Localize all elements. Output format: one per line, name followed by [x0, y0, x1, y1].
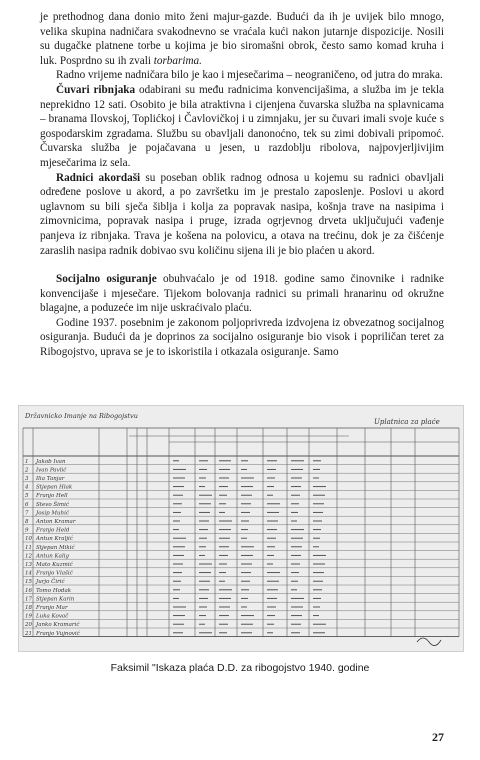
paragraph-5: Socijalno osiguranje obuhvaćalo je od 1918. godine samo činovnike i radnike konvencijaše i mjesečare. Tijekom bolovanja radnici su primali hranarinu od okružne blagajne, a poduzeće im nije uskraćivalo plaću.	[40, 273, 444, 315]
ledger-row-number: 2	[25, 467, 29, 474]
ledger-row-name: Franjo Held	[36, 527, 70, 534]
paragraph-2: Radno vrijeme nadničara bilo je kao i mjesečarima – neograničeno, od jutra do mraka.	[56, 69, 443, 82]
ledger-row-name: Ilia Tanjar	[36, 476, 65, 482]
ledger-row-number: 5	[25, 493, 29, 500]
ledger-row-name: Antun Kraljić	[36, 536, 73, 543]
ledger-row-name: Stevo Šimić	[36, 501, 69, 508]
ledger-row-number: 19	[25, 613, 32, 620]
ledger-row-number: 21	[25, 630, 32, 637]
ledger-row-name: Stjepan Karin	[36, 596, 75, 603]
ledger-row-name: Stjepan Mikić	[36, 544, 75, 551]
ledger-row-name: Luka Kovač	[36, 613, 69, 620]
ledger-row-number: 20	[25, 622, 32, 629]
term-cuvari-ribnjaka: Čuvari ribnjaka	[56, 83, 136, 96]
facsimile-payroll-image	[18, 405, 464, 652]
ledger-row-number: 18	[25, 605, 32, 611]
ledger-row-name: Franjo Vujnović	[36, 630, 80, 637]
ledger-row-number: 6	[25, 501, 29, 508]
ledger-row-number: 12	[25, 553, 32, 560]
ledger-row-number: 7	[25, 510, 29, 517]
ledger-row-name: Jakob Ivan	[36, 458, 66, 465]
ledger-row-name: Franjo Hell	[36, 493, 68, 500]
ledger-row-number: 17	[25, 596, 32, 603]
body-text	[40, 10, 444, 360]
paragraph-3: Čuvari ribnjaka odabirani su među radnicima konvencijašima, a služba im je tekla neprekidno 12 sati. Osobito je bila atraktivna i cijenjena čuvarska služba na splavnicama – branama Ilovskoj, Toplićkoj i Čavlovičkoj i u zimnjaku, jer su čuvari imali svoje kuće s gospodarskim zgradama. Službu su obavljali danonoćno, tek su zimi dobivali pripomoć. Čuvarska služba je pojačavana u jesen, u razdoblju ribolova, najpovjerljivijim mjesečarima iz sela.	[40, 83, 444, 169]
ledger-row-name: Antun Kalig	[36, 553, 69, 560]
ledger-row-number: 9	[25, 527, 29, 534]
ledger-row-number: 1	[25, 458, 29, 465]
paragraph-1: je prethodnog dana donio mito ženi majur-gazde. Budući da ih je uvijek bilo mnogo, velika skupina nadničara svakodnevno se vraćala kući nakon jutarnje dispozicije. Nosili su dugačke platnene torbe u kojima je bio siromašni obrok, često samo komad kruha i luk. Posprdno su ih zvali torbarima.	[40, 11, 444, 67]
ledger-row-name: Ivan Pavlić	[36, 467, 67, 474]
ledger-heading-left: Državnicko Imanje na Ribogojstvu	[25, 412, 138, 420]
ledger-row-number: 15	[25, 579, 32, 586]
ledger-row-number: 14	[25, 570, 32, 577]
paragraph-4: Radnici akordaši su poseban oblik radnog odnosa u kojemu su radnici obavljali određene poslove u akord, a po završetku im je prestalo zaposlenje. Poslovi u akord uglavnom su bili sječa šiblja i kolja za popravak nasipa, košnja trave na nasipima i zimovnicima, popravak nasipa i pruge, izrada ogrjevnog drveta uključujući vađenje panjeva iz ribnjaka. Trava je košena na polovicu, a otava na trećinu, dok je za čišćenje zaraslih nasipa radnik dobivao svu količinu sijena ili je bio plaćen u akord.	[40, 171, 445, 257]
term-socijalno-osiguranje: Socijalno osiguranje	[56, 273, 157, 286]
paragraph-6: Godine 1937. posebnim je zakonom poljoprivreda izdvojena iz obvezatnog socijalnog osiguranja. Budući da je doprinos za socijalno osiguranje bio visok i popriličan teret za Ribogojstvo, uprava se je to iskoristila i otkazala osiguranje. Samo	[40, 316, 444, 359]
ledger-row-number: 16	[25, 587, 32, 594]
ledger-heading-right: Uplatnica za plaće	[374, 418, 440, 426]
ledger-row-name: Jurjo Čirić	[36, 579, 65, 586]
ledger-row-number: 13	[25, 562, 32, 568]
ledger-row-number: 11	[25, 544, 32, 551]
ledger-row-name: Stjepan Hlak	[36, 484, 73, 491]
ledger-row-name: Mato Kuzmić	[36, 562, 73, 568]
ledger-row-name: Josip Muhić	[36, 510, 69, 517]
page-number: 27	[432, 730, 444, 744]
ledger-row-name: Franjo Mar	[36, 605, 68, 611]
ledger-row-name: Franjo Vlašić	[36, 570, 73, 577]
ledger-row-name: Tomo Hodak	[36, 587, 72, 594]
ledger-row-number: 4	[25, 484, 29, 491]
ledger-row-name: Janko Kramarić	[36, 622, 80, 629]
ledger-row-number: 10	[25, 536, 32, 543]
ledger-row-number: 3	[25, 476, 29, 482]
term-radnici-akordasi: Radnici akordaši	[56, 171, 141, 184]
ledger-row-number: 8	[25, 519, 29, 525]
figure-caption: Faksimil "Iskaza plaća D.D. za ribogojstvo 1940. godine	[110, 662, 370, 674]
ledger-row-name: Anton Kramar	[36, 519, 76, 525]
payroll-ledger-facsimile	[19, 406, 463, 651]
